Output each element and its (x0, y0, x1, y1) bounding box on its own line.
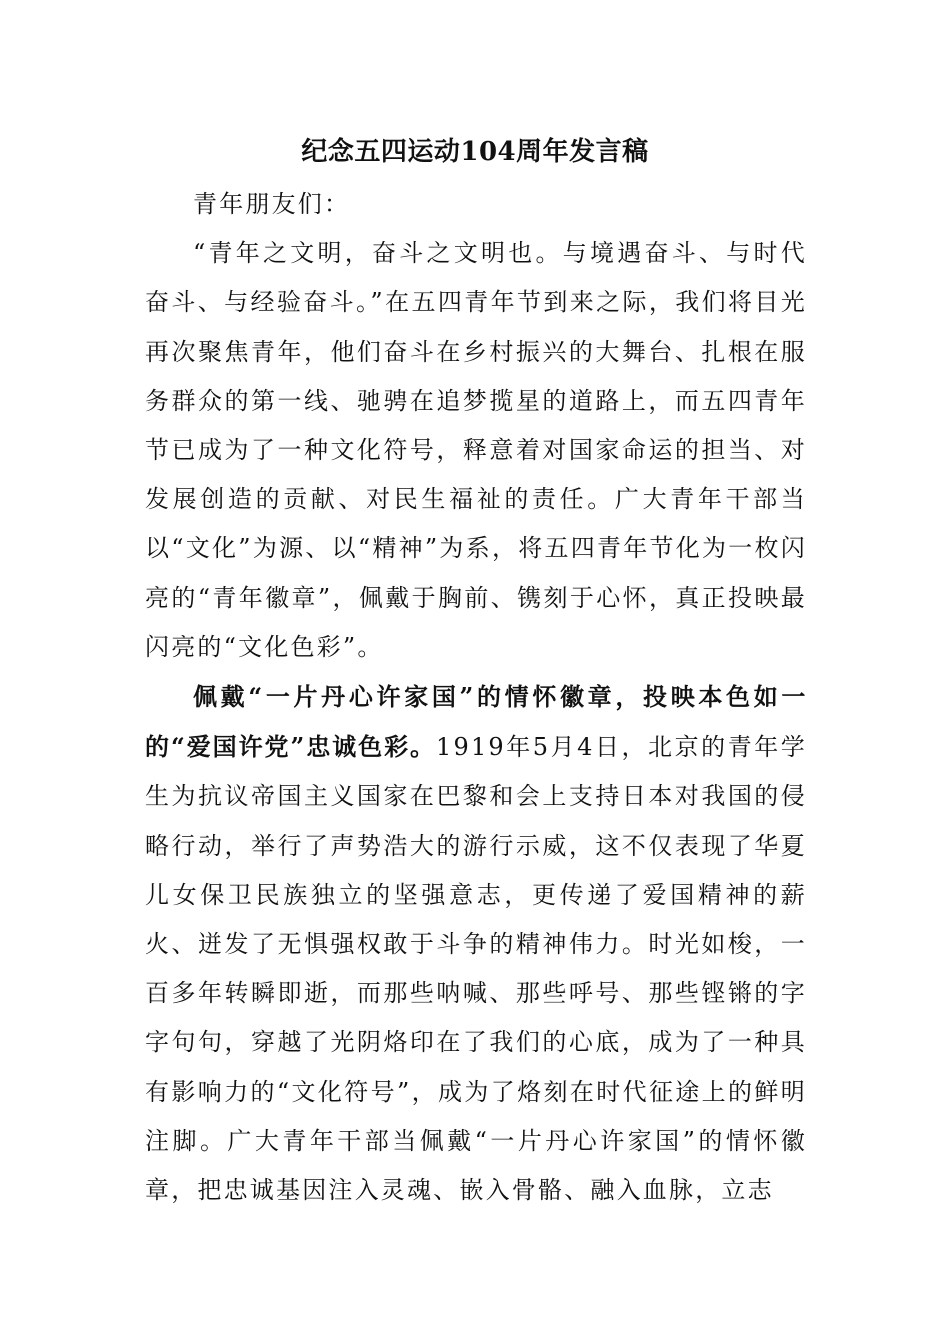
section-heading: 佩戴“一片丹心许家国”的情怀徽章，投映本色如一的“爱国许党”忠诚色彩。 (145, 682, 807, 762)
document-title: 纪念五四运动104周年发言稿 (301, 137, 649, 167)
section-body: 1919年5月4日，北京的青年学生为抗议帝国主义国家在巴黎和会上支持日本对我国的侵略行动，举行了声势浩大的游行示威，这不仅表现了华夏儿女保卫民族独立的坚强意志，更传递了爱国精神的薪火、迸发了无惧强权敢于斗争的精神伟力。时光如梭，一百多年转瞬即逝，而那些呐喊、那些呼号、那些铿锵的字字句句，穿越了光阴烙印在了我们的心底，成为了一种具有影响力的“文化符号”，成为了烙刻在时代征途上的鲜明注脚。广大青年干部当佩戴“一片丹心许家国”的情怀徽章，把忠诚基因注入灵魂、嵌入骨骼、融入血脉，立志 (145, 733, 807, 1205)
paragraph-intro: “青年之文明，奋斗之文明也。与境遇奋斗、与时代奋斗、与经验奋斗。”在五四青年节到来之际，我们将目光再次聚焦青年，他们奋斗在乡村振兴的大舞台、扎根在服务群众的第一线、驰骋在追梦揽星的道路上，而五四青年节已成为了一种文化符号，释意着对国家命运的担当、对发展创造的贡献、对民生福祉的责任。广大青年干部当以“文化”为源、以“精神”为系，将五四青年节化为一枚闪亮的“青年徽章”，佩戴于胸前、镌刻于心怀，真正投映最闪亮的“文化色彩”。 (145, 239, 807, 661)
greeting-line: 青年朋友们： (193, 190, 351, 218)
paragraph-section-one (145, 672, 807, 1215)
document-body (145, 180, 807, 1215)
